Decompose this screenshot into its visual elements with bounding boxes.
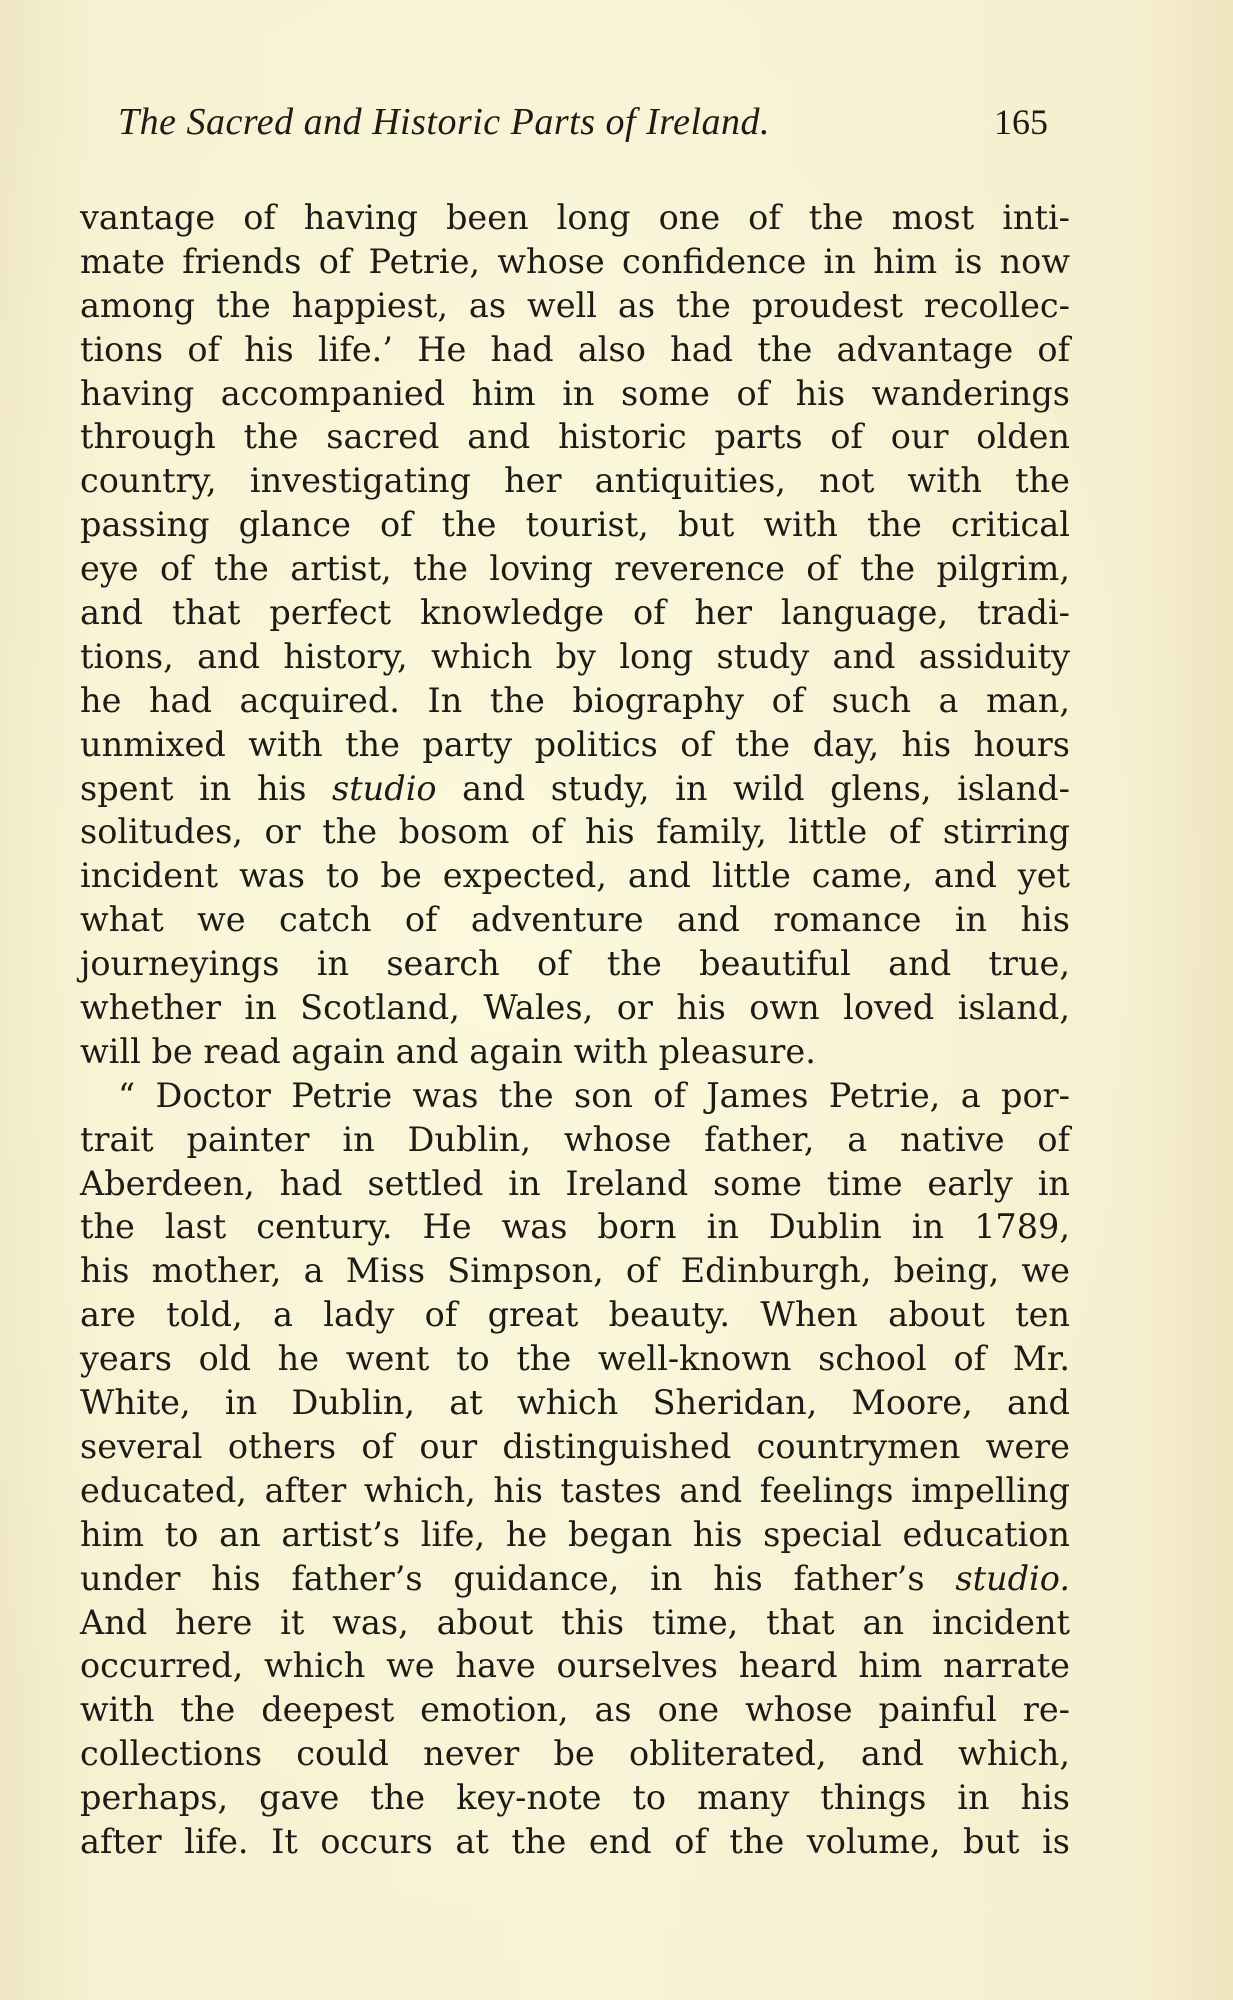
text-line: tions of his life.’ He had also had the advantage of [80,329,1070,369]
text-line: vantage of having been long one of the most inti- [80,198,1070,237]
text-line [80,767,1070,811]
text-line: incident was to be expected, and little came, and yet [80,856,1070,896]
italic-word: studio. [955,1558,1070,1598]
text-line: the last century. He was born in Dublin in 1789, [80,1207,1070,1247]
text-line: his mother, a Miss Simpson, of Edinburgh, being, we [80,1251,1070,1291]
text-line: among the happiest, as well as the proudest recollec- [80,285,1070,325]
text-line: educated, after which, his tastes and feelings impelling [80,1470,1070,1510]
page-header [118,100,1048,160]
text-line: what we catch of adventure and romance in his [80,900,1070,940]
text-line: trait painter in Dublin, whose father, a native of [80,1119,1070,1159]
text-line: Aberdeen, had settled in Ireland some time early in [80,1163,1070,1203]
text-line: mate friends of Petrie, whose confidence in him is now [80,241,1070,281]
text-line: journeyings in search of the beautiful and true, [80,944,1070,984]
text-line: eye of the artist, the loving reverence of the pilgrim, [80,549,1070,589]
text-line [80,1557,1070,1601]
text-line: unmixed with the party politics of the day, his hours [80,724,1070,764]
text-line: him to an artist’s life, he began his special education [80,1514,1070,1554]
text-line: passing glance of the tourist, but with the critical [80,505,1070,545]
running-title: The Sacred and Historic Parts of Ireland. [118,101,771,143]
text-line: White, in Dublin, at which Sheridan, Moore, and [80,1383,1070,1423]
text-line: tions, and history, which by long study and assiduity [80,636,1070,676]
text-line: through the sacred and historic parts of our olden [80,417,1070,457]
text-line: country, investigating her antiquities, not with the [80,461,1070,501]
text-line: whether in Scotland, Wales, or his own loved island, [80,988,1070,1028]
text-line: with the deepest emotion, as one whose painful re- [80,1690,1070,1730]
text-segment: under his father’s guidance, in his father’s [80,1558,956,1598]
text-segment: and study, in wild glens, island- [436,768,1071,808]
text-line: and that perfect knowledge of her language, tradi- [80,593,1070,633]
text-line: several others of our distinguished countrymen were [80,1426,1070,1466]
text-line: after life. It occurs at the end of the volume, but is [80,1821,1070,1861]
text-segment: spent in his [80,768,333,808]
text-line: are told, a lady of great beauty. When about ten [80,1295,1070,1335]
text-line: he had acquired. In the biography of such a man, [80,680,1070,720]
text-line: occurred, which we have ourselves heard him narrate [80,1646,1070,1686]
body-text [80,196,1070,1864]
text-line: “ Doctor Petrie was the son of James Petrie, a por- [118,1075,1070,1115]
text-line: years old he went to the well-known school of Mr. [80,1339,1070,1379]
text-line: solitudes, or the bosom of his family, little of stirring [80,812,1070,852]
text-line: will be read again and again with pleasure. [80,1031,816,1071]
text-line: perhaps, gave the key-note to many things in his [80,1778,1070,1818]
text-line: And here it was, about this time, that an incident [80,1602,1070,1642]
text-line: collections could never be obliterated, and which, [80,1734,1070,1774]
italic-word: studio [332,768,437,808]
page-number: 165 [994,102,1048,142]
text-line: having accompanied him in some of his wanderings [80,373,1070,413]
